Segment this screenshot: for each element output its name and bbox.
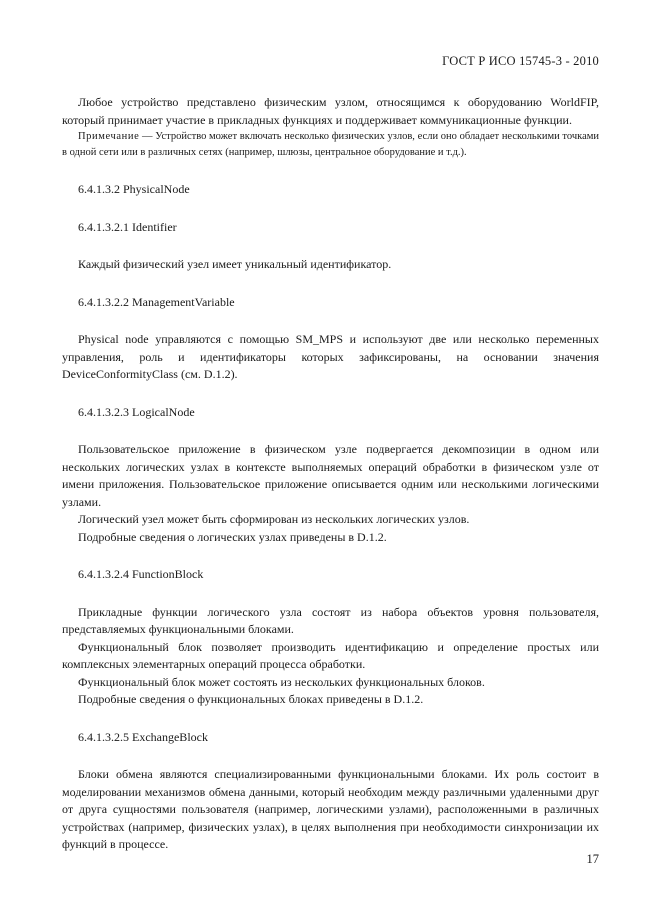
managementvariable-paragraph: Physical node управляются с помощью SM_MPS и используют две или несколько переменных управления, роль и идентификаторы которых зафиксированы, на основании значения DeviceConformityClass (см. D.1.2).	[62, 332, 599, 381]
section-heading-exchangeblock: 6.4.1.3.2.5 ExchangeBlock	[78, 729, 208, 744]
page-number: 17	[586, 852, 599, 866]
exchangeblock-paragraph: Блоки обмена являются специализированными функциональными блоками. Их роль состоит в моделировании механизмов обмена данными, который необходим между различными удаленными друг от друга сущностями пользователя (например, логическими узлами), расположенными в различных устройствах (например, физических узлах), в целях выполнения при необходимости синхронизации их функций в процессе.	[62, 767, 599, 851]
note-text: — Устройство может включать несколько физических узлов, если оно обладает несколькими точками в одной сети или в различных сетях (например, шлюзы, центральное оборудование и т.д.).	[62, 131, 599, 158]
section-heading-physicalnode: 6.4.1.3.2 PhysicalNode	[78, 182, 190, 196]
logicalnode-paragraph-3: Подробные сведения о логических узлах приведены в D.1.2.	[78, 529, 387, 544]
section-heading-identifier: 6.4.1.3.2.1 Identifier	[78, 219, 177, 234]
intro-paragraph: Любое устройство представлено физическим узлом, относящимся к оборудованию WorldFIP, который принимает участие в прикладных функциях и поддерживает коммуникационные функции.	[62, 95, 599, 127]
functionblock-paragraph-1: Прикладные функции логического узла состоят из набора объектов уровня пользователя, представляемых функциональными блоками.	[62, 604, 599, 636]
note-paragraph	[62, 129, 599, 161]
logicalnode-paragraph-2: Логический узел может быть сформирован из нескольких логических узлов.	[78, 512, 470, 526]
functionblock-paragraph-3: Функциональный блок может состоять из нескольких функциональных блоков.	[78, 674, 485, 689]
logicalnode-paragraph-1: Пользовательское приложение в физическом узле подвергается декомпозиции в одном или нескольких логических узлах в контексте выполняемых операций обработки в физическом узле от имени приложения. Пользовательское приложение описывается одним или несколькими логическими узлами.	[62, 442, 599, 509]
page-header-standard: ГОСТ Р ИСО 15745-3 - 2010	[442, 54, 599, 68]
section-heading-functionblock: 6.4.1.3.2.4 FunctionBlock	[78, 567, 204, 581]
note-label: Примечание	[78, 131, 140, 142]
functionblock-paragraph-2: Функциональный блок позволяет производить идентификацию и определение простых или комплексных элементарных операций процесса обработки.	[62, 639, 599, 671]
section-heading-managementvariable: 6.4.1.3.2.2 ManagementVariable	[78, 294, 235, 309]
section-heading-logicalnode: 6.4.1.3.2.3 LogicalNode	[78, 404, 195, 419]
identifier-paragraph: Каждый физический узел имеет уникальный идентификатор.	[78, 257, 392, 271]
functionblock-paragraph-4: Подробные сведения о функциональных блоках приведены в D.1.2.	[78, 692, 424, 706]
page-content	[62, 94, 599, 854]
